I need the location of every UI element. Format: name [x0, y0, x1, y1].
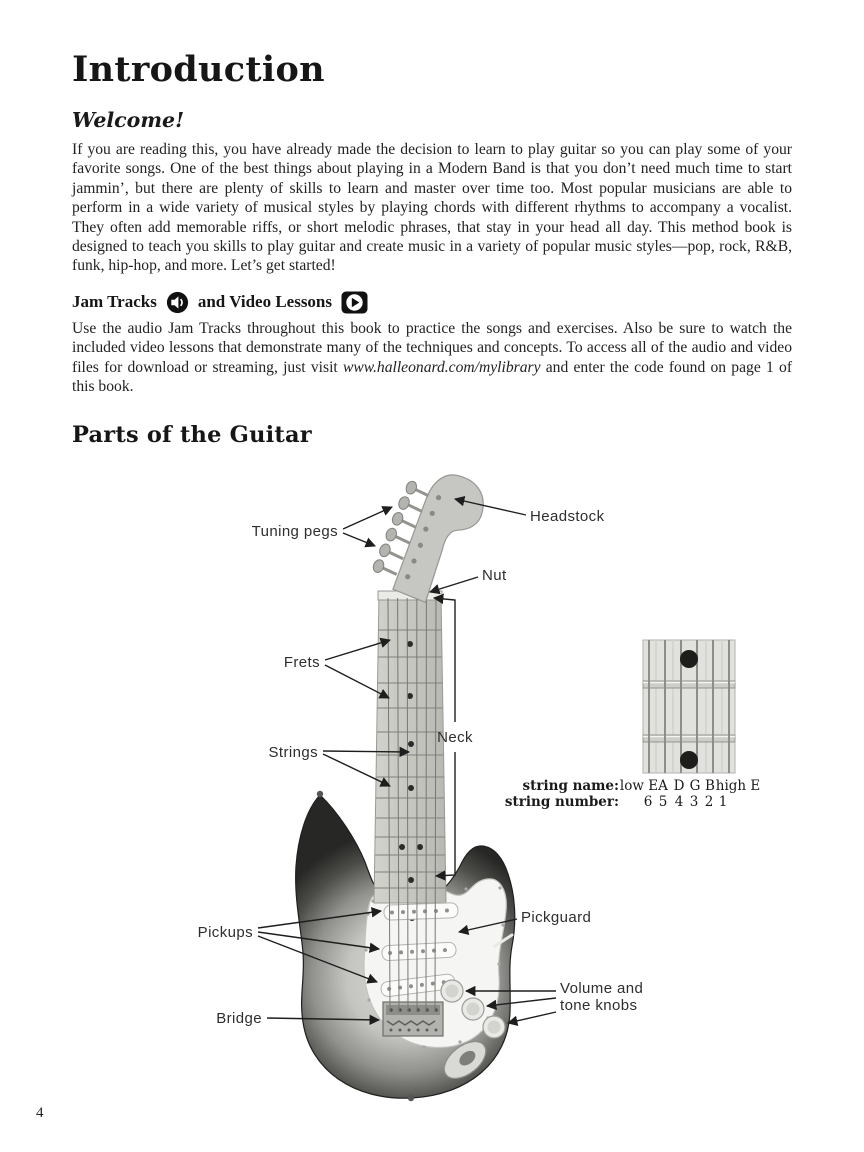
page-number: 4 [36, 1105, 44, 1121]
string-number-value: 1 [718, 794, 728, 810]
tuning-pegs-arrow [343, 533, 375, 546]
string-number-value: 6 [643, 794, 653, 810]
bridge-label: Bridge [216, 1010, 262, 1027]
nut-label: Nut [482, 567, 507, 584]
jam-tracks-label: Jam Tracks [72, 292, 157, 312]
pickups-label: Pickups [197, 924, 253, 941]
strap-button-horn [317, 791, 323, 797]
string-number-value: 2 [704, 794, 714, 810]
string-number-value: 5 [658, 794, 668, 810]
welcome-paragraph: If you are reading this, you have already made the decision to learn to play guitar so you can play some of your favorite songs. One of the best things about playing in a Modern Band is that you don’t need much time to start jammin’, but there are plenty of skills to learn and master over time too. Most popular musicians are able to perform in a wide variety of musical styles by playing chords with different rhythms to accompany a vocalist. They often add memorable riffs, or short melodic phrases, that stay in your head all day. This method book is designed to teach you skills to play guitar and create music in a variety of popular music styles—pop, rock, R&B, funk, hip-hop, and more. Let’s get started! [72, 141, 792, 275]
headstock-label: Headstock [530, 508, 605, 525]
volume-tone-label-line2: tone knobs [560, 997, 638, 1014]
strings-arrow [323, 751, 409, 752]
media-text-before: Use the audio Jam Tracks throughout this book to practice the songs and exercises. Also be sure to watch the included video lessons that demonstrate many of the techniques and concepts. To access all of the audio and video files for download or streaming, just visit [72, 319, 792, 376]
string-name-value: low E [619, 778, 659, 794]
media-text-after: and enter the code found on page 1 of this book. [72, 358, 793, 396]
tuning-pegs-label: Tuning pegs [251, 523, 338, 540]
string-name-value: B [705, 778, 715, 794]
strap-button-bottom [408, 1095, 414, 1101]
frets-label: Frets [283, 654, 320, 671]
pickguard-label: Pickguard [521, 909, 592, 926]
inset-dot-inlay [680, 650, 698, 668]
fretboard-closeup-inset [643, 640, 735, 773]
volume-tone-arrow [508, 1012, 556, 1023]
nut-arrow [430, 577, 478, 592]
library-url-text: www.halleonard.com/mylibrary [342, 358, 541, 376]
string-name-table [505, 778, 760, 810]
welcome-heading: Welcome! [72, 108, 185, 132]
video-lessons-label: and Video Lessons [197, 292, 333, 312]
guitar-illustration [296, 458, 515, 1101]
parts-heading: Parts of the Guitar [72, 422, 312, 449]
headstock-group [368, 458, 492, 609]
string-number-value: 4 [674, 794, 684, 810]
string-number-label: string number: [504, 794, 619, 810]
string-name-value: D [673, 778, 685, 794]
string-name-value: high E [715, 778, 761, 794]
string-name-value: A [658, 778, 668, 794]
string-name-value: G [689, 778, 701, 794]
neck-label: Neck [437, 729, 473, 746]
inset-dot-inlay [680, 751, 698, 769]
volume-tone-label-line1: Volume and [560, 980, 644, 997]
strings-label: Strings [268, 744, 318, 761]
page-title: Introduction [72, 49, 325, 90]
bridge-assembly [383, 1002, 443, 1036]
string-number-value: 3 [689, 794, 699, 810]
string-name-label: string name: [522, 778, 619, 794]
tuning-pegs-arrow [343, 507, 392, 529]
